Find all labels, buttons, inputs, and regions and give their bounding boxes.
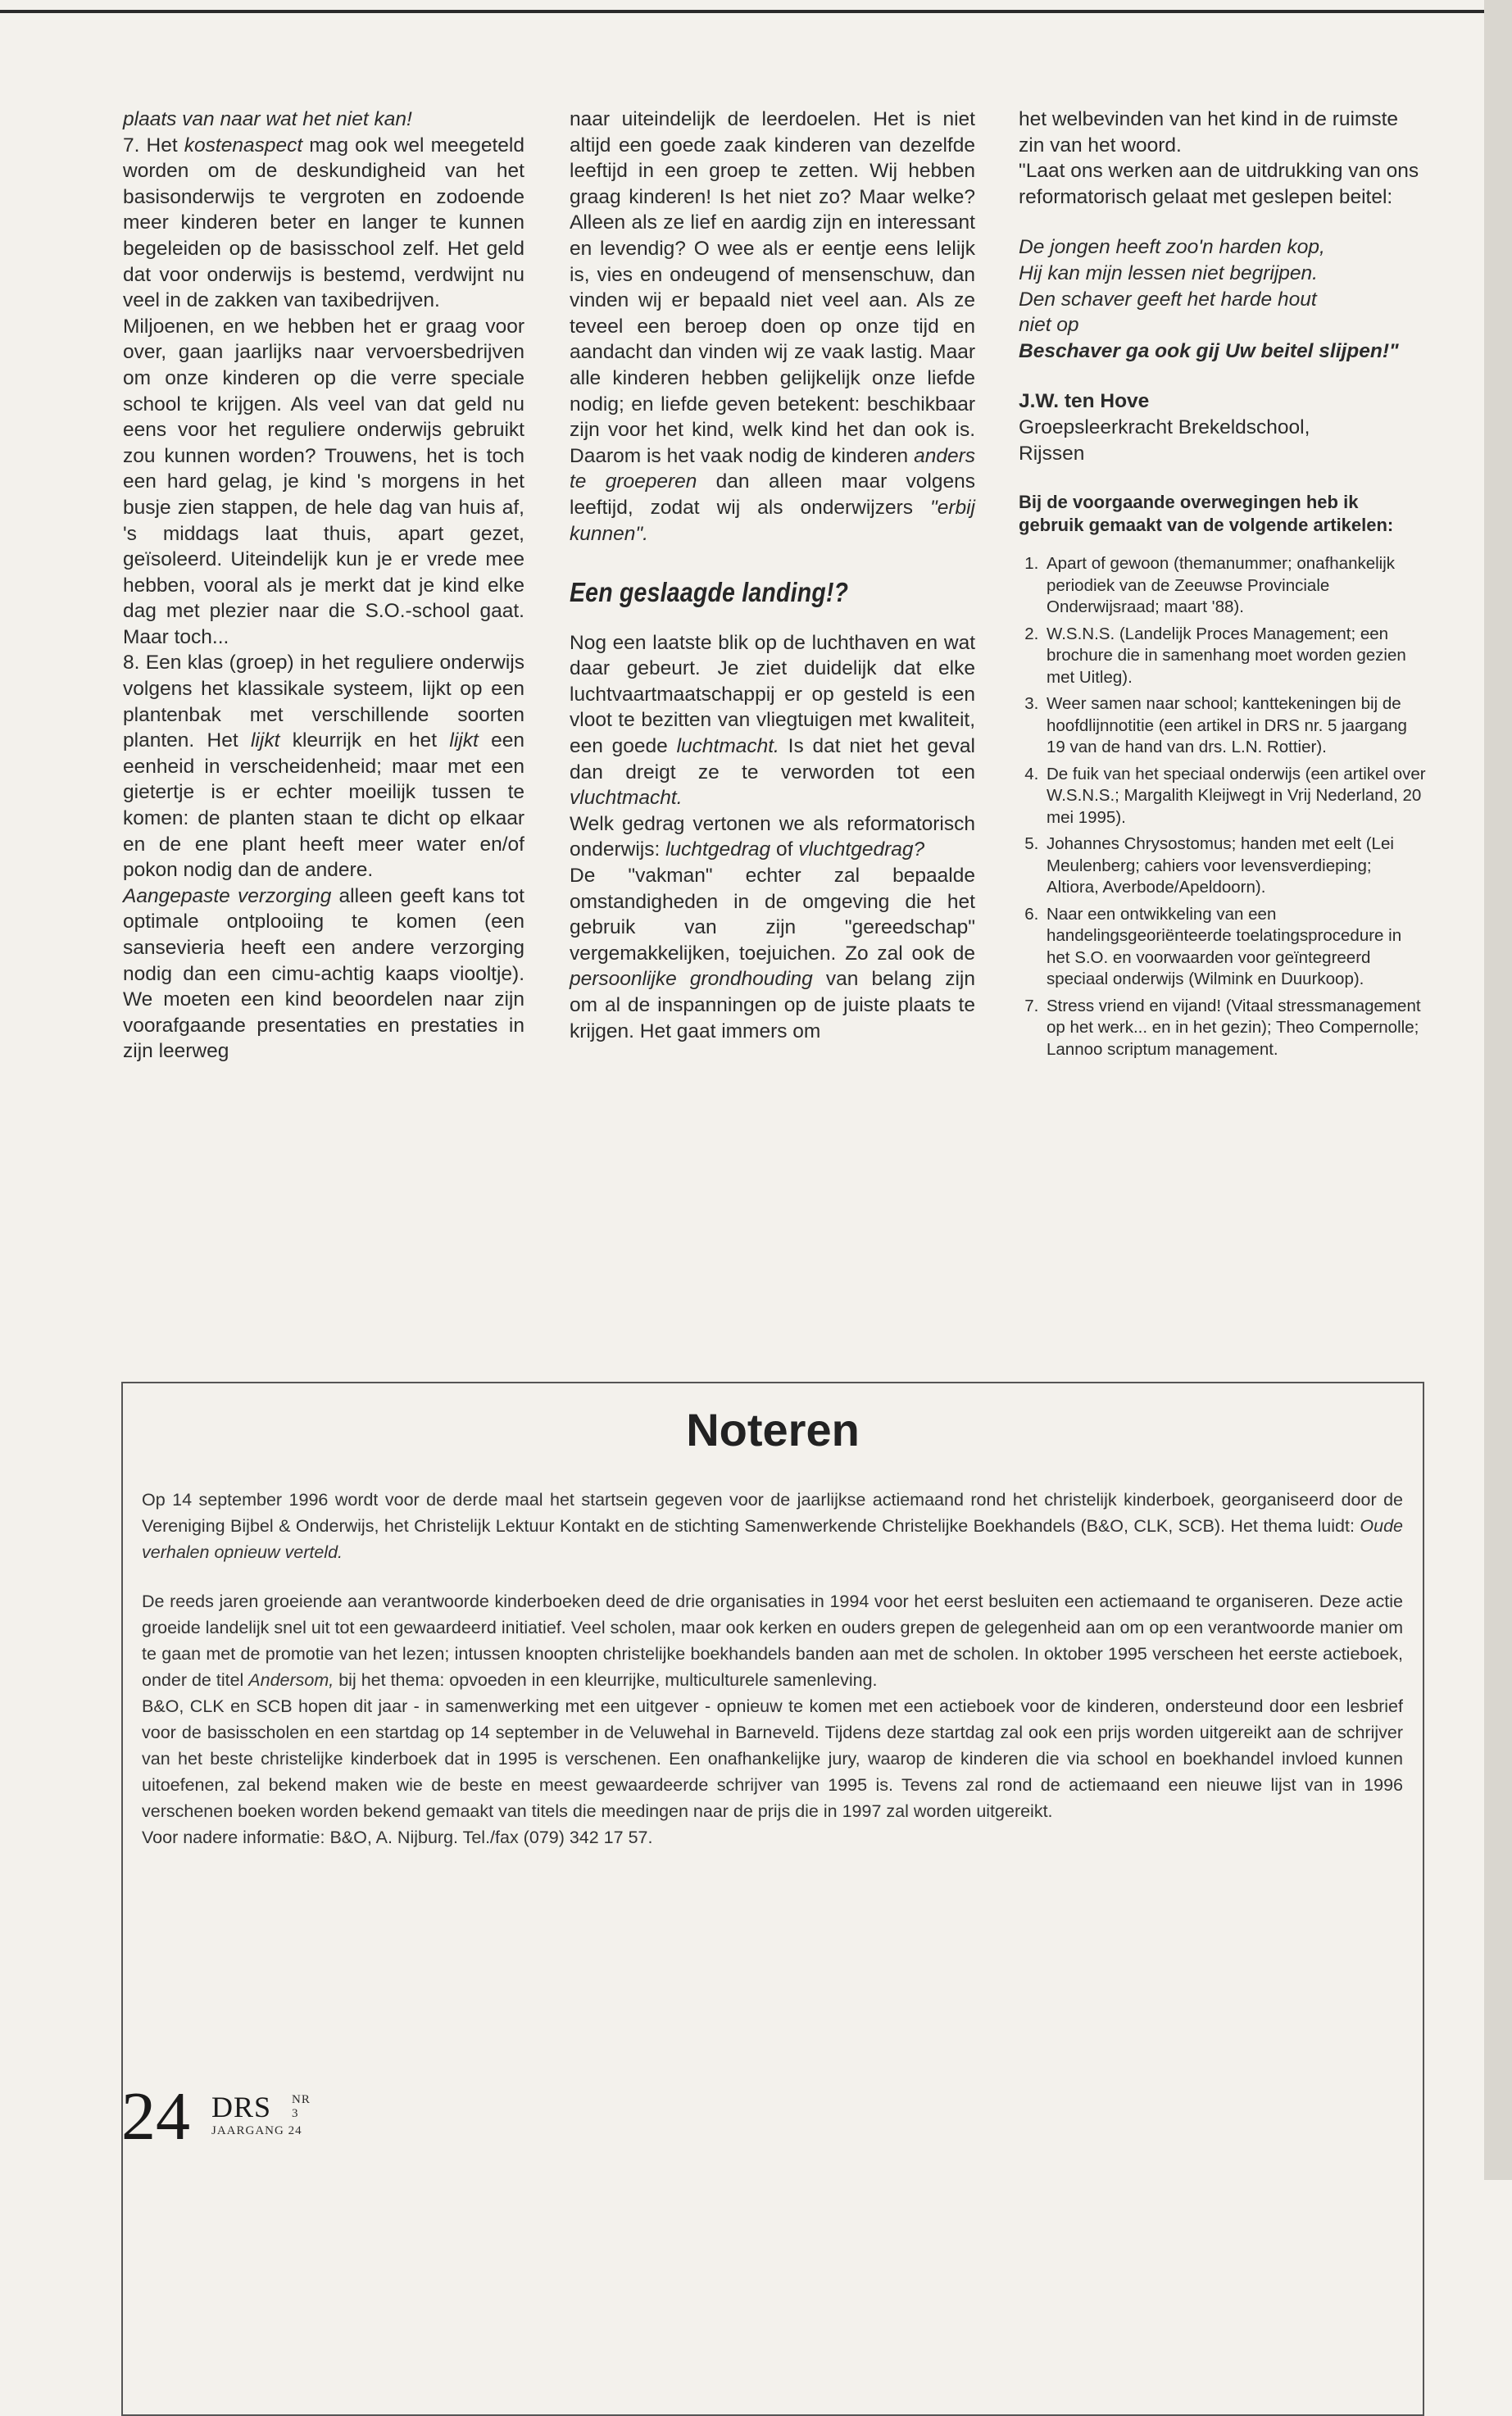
text: dan alleen maar volgens leeftijd, zodat wij als onderwijzers — [570, 470, 976, 519]
paragraph: Voor nadere informatie: B&O, A. Nijburg. Tel./fax (079) 342 17 57. — [142, 1828, 653, 1847]
paragraph — [142, 1487, 1403, 1565]
paragraph — [123, 133, 524, 314]
reference-item: 5. Johannes Chrysostomus; handen met eelt (Lei Meulenberg; cahiers voor levensverdieping; Altiora, Averbode/Apeldoorn). — [1043, 833, 1427, 899]
author-place: Rijssen — [1019, 442, 1085, 465]
poem-line: De jongen heeft zoo'n harden kop, — [1019, 236, 1325, 259]
page-edge — [1484, 0, 1512, 2180]
box-title: Noteren — [686, 1404, 860, 1456]
reference-item: 6. Naar een ontwikkeling van een handelingsgeoriënteerde toelatingsprocedure in het S.O. en voorwaarden voor geïntegreerd speciaal onderwijs (Wilmink en Duurkoop). — [1043, 904, 1427, 991]
column-2 — [570, 107, 975, 1044]
paragraph: "Laat ons werken aan de uitdrukking van ons reformatorisch gelaat met geslepen beitel: — [1019, 160, 1419, 208]
paragraph — [570, 107, 975, 547]
italic-text: luchtmacht. — [676, 735, 779, 758]
text: kleurrijk en het — [279, 729, 450, 752]
italic-text: "erbij kunnen". — [570, 496, 975, 545]
reference-item: 4. De fuik van het speciaal onderwijs (een artikel over W.S.N.S.; Margalith Kleijwegt in Vrij Nederland, 20 mei 1995). — [1043, 764, 1427, 829]
section-heading: Een geslaagde landing!? — [570, 577, 849, 608]
text: Welk gedrag vertonen we als reformatorisch onderwijs: — [570, 812, 975, 861]
text: Is dat niet het geval dan dreigt ze te verworden tot een — [570, 735, 976, 783]
italic-text: vluchtgedrag? — [798, 838, 925, 861]
italic-text: vluchtmacht. — [570, 787, 683, 810]
volume-label: JAARGANG 24 — [211, 2124, 302, 2137]
text: bij het thema: opvoeden in een kleurrijke, multiculturele samenleving. — [334, 1670, 878, 1690]
text: Nog een laatste blik op de luchthaven en wat daar gebeurt. Je ziet duidelijk dat elke luchtvaartmaatschappij er op gesteld is een vloot te bezitten van vliegtuigen met kwaliteit, een goede — [570, 631, 975, 758]
italic-text: Oude verhalen opnieuw verteld. — [142, 1516, 1403, 1562]
paragraph — [123, 107, 524, 133]
italic-text: luchtgedrag — [665, 838, 771, 861]
issue-number: NR 3 — [292, 2093, 311, 2120]
paragraph: het welbevinden van het kind in de ruimste zin van het woord. — [1019, 108, 1399, 157]
reference-item: 3. Weer samen naar school; kanttekeningen bij de hoofdlijnnotitie (een artikel in DRS nr. 5 jaargang 19 van de hand van drs. L.N. Rottier). — [1043, 693, 1427, 759]
text: De reeds jaren groeiende aan verantwoorde kinderboeken deed de drie organisaties in 1994 voor het eerst besluiten een actiemaand te organiseren. Deze actie groeide landelijk snel uit tot een gewaardeerd initiatief. Veel scholen, maar ook kerken en ouders grepen de gelegenheid aan om op een verantwoorde manier om te gaan met de promotie van het lezen; intussen knoopten christelijke boekhandels banden aan met de scholen. In oktober 1995 verscheen het eerste actieboek, onder de titel — [142, 1592, 1403, 1690]
column-3 — [1019, 107, 1427, 1065]
italic-text: plaats van naar wat het niet kan! — [123, 108, 412, 130]
italic-text: Andersom, — [248, 1670, 334, 1690]
references-intro: Bij de voorgaande overwegingen heb ik gebruik gemaakt van de volgende artikelen: — [1019, 492, 1394, 536]
italic-text: Aangepaste verzorging — [123, 884, 332, 907]
box-body — [142, 1487, 1403, 1851]
text: 8. Een klas (groep) in het reguliere onderwijs volgens het klassikale systeem, lijkt op een plantenbak met verschillende soorten planten. Het — [123, 652, 524, 752]
text: of — [770, 838, 799, 861]
text: een eenheid in verscheidenheid; maar met een gietertje is er echter moeilijk tussen te komen: de planten staan te dicht op elkaar en de ene plant heeft meer water en/of pokon nodig dan de andere. — [123, 729, 525, 882]
noteren-box — [121, 1382, 1424, 2416]
spacer — [1019, 210, 1427, 234]
text: De "vakman" echter zal bepaalde omstandigheden in de omgeving die het gebruik van zijn "gereedschap" vergemakkelijken, toejuichen. Zo zal ook de — [570, 865, 975, 965]
reference-item: 7. Stress vriend en vijand! (Vitaal stressmanagement op het werk... en in het gezin); Theo Compernolle; Lannoo scriptum management. — [1043, 996, 1427, 1061]
column-1 — [123, 107, 524, 1065]
magazine-name: DRS — [211, 2091, 272, 2123]
italic-text: lijkt — [449, 729, 479, 752]
spacer — [142, 1565, 1403, 1588]
paragraph — [570, 811, 975, 863]
italic-text: kostenaspect — [184, 134, 303, 157]
author-name: J.W. ten Hove — [1019, 390, 1150, 413]
text: van belang zijn om al de inspanningen op de juiste plaats te krijgen. Het gaat immers om — [570, 968, 975, 1042]
author-role: Groepsleerkracht Brekeldschool, — [1019, 416, 1310, 438]
paragraph — [570, 863, 975, 1044]
paragraph — [570, 630, 975, 811]
poem-line: Hij kan mijn lessen niet begrijpen. — [1019, 261, 1318, 284]
paragraph — [123, 650, 524, 883]
top-rule — [0, 10, 1512, 13]
poem-line: Beschaver ga ook gij Uw beitel slijpen!" — [1019, 339, 1399, 362]
paragraph: B&O, CLK en SCB hopen dit jaar - in samenwerking met een uitgever - opnieuw te komen met een actieboek voor de kinderen, ondersteund door een lesbrief voor de basisscholen en een startdag op 14 september in de Veluwehal in Barneveld. Tijdens deze startdag zal ook een prijs worden uitgereikt aan de schrijver van het beste christelijke kinderboek dat in 1995 is verschenen. Een onafhankelijke jury, waarop de kinderen die via school en boekhandel invloed kunnen uitoefenen, zal bekend maken wie de beste en meest gewaardeerde schrijver van 1995 is. Tevens zal rond de actiemaand een nieuwe lijst van in 1996 verschenen boeken worden bekend gemaakt van titels die meedingen naar de prijs die in 1997 zal worden uitgereikt. — [142, 1696, 1403, 1821]
italic-text: persoonlijke grondhouding — [570, 968, 813, 991]
text: alleen geeft kans tot optimale ontplooiing te komen (een sansevieria heeft een andere verzorging nodig dan een cimu-achtig kaaps viooltje). We moeten een kind beoordelen naar zijn voorafgaande presentaties en prestaties in zijn leerweg — [123, 884, 524, 1063]
reference-item: 1. Apart of gewoon (themanummer; onafhankelijk periodiek van de Zeeuwse Provinciale Onderwijsraad; maart '88). — [1043, 553, 1427, 619]
paragraph — [142, 1588, 1403, 1693]
text: Op 14 september 1996 wordt voor de derde maal het startsein gegeven voor de jaarlijkse actiemaand rond het christelijk kinderboek, georganiseerd door de Vereniging Bijbel & Onderwijs, het Christelijk Lektuur Kontakt en de stichting Samenwerkende Christelijke Boekhandels (B&O, CLK, SCB). Het thema luidt: — [142, 1490, 1403, 1536]
paragraph — [123, 883, 524, 1065]
poem-line: Den schaver geeft het harde hout — [1019, 288, 1317, 311]
page-number: 24 — [121, 2078, 190, 2155]
references-list — [1019, 553, 1427, 1060]
italic-text: anders te groeperen — [570, 444, 975, 493]
italic-text: lijkt — [250, 729, 280, 752]
paragraph: Miljoenen, en we hebben het er graag voor over, gaan jaarlijks naar vervoersbedrijven om onze kinderen op die verre speciale school te krijgen. Als veel van dat geld nu eens voor het reguliere onderwijs gebruikt zou kunnen worden? Trouwens, het is toch een hard gelag, je kind 's morgens in het busje zien stappen, de hele dag van huis af, 's middags laat thuis, apart gezet, geïsoleerd. Uiteindelijk kun je er vrede mee hebben, vooral als je merkt dat je kind elke dag met plezier naar die S.O.-school gaat. Maar toch... — [123, 315, 524, 648]
reference-item: 2. W.S.N.S. (Landelijk Proces Management; een brochure die in samenhang moet worden gezien met Uitleg). — [1043, 624, 1427, 689]
text: mag ook wel meegeteld worden om de deskundigheid van het basisonderwijs te vergroten en zodoende meer kinderen beter en langer te kunnen begeleiden op de basisschool zelf. Het geld dat voor onderwijs is bestemd, verdwijnt nu veel in de zakken van taxibedrijven. — [123, 134, 524, 312]
text: 7. Het — [123, 134, 184, 157]
poem-line: niet op — [1019, 314, 1079, 337]
text: naar uiteindelijk de leerdoelen. Het is niet altijd een goede zaak kinderen van dezelfde leeftijd in een groep te zetten. Wij hebben graag kinderen! Is het niet zo? Maar welke? Alleen als ze lief en aardig zijn en interessant en levendig? O wee als er eentje eens lelijk is, vies en ondeugend of mensenschuw, dan vinden wij er bepaald niet veel aan. Als ze teveel een beroep doen op onze tijd en aandacht dan vinden wij ze vaak lastig. Maar alle kinderen hebben gelijkelijk onze liefde nodig; en liefde geven betekent: beschikbaar zijn voor het kind, welk kind het dan ook is. Daarom is het vaak nodig de kinderen — [570, 108, 975, 467]
